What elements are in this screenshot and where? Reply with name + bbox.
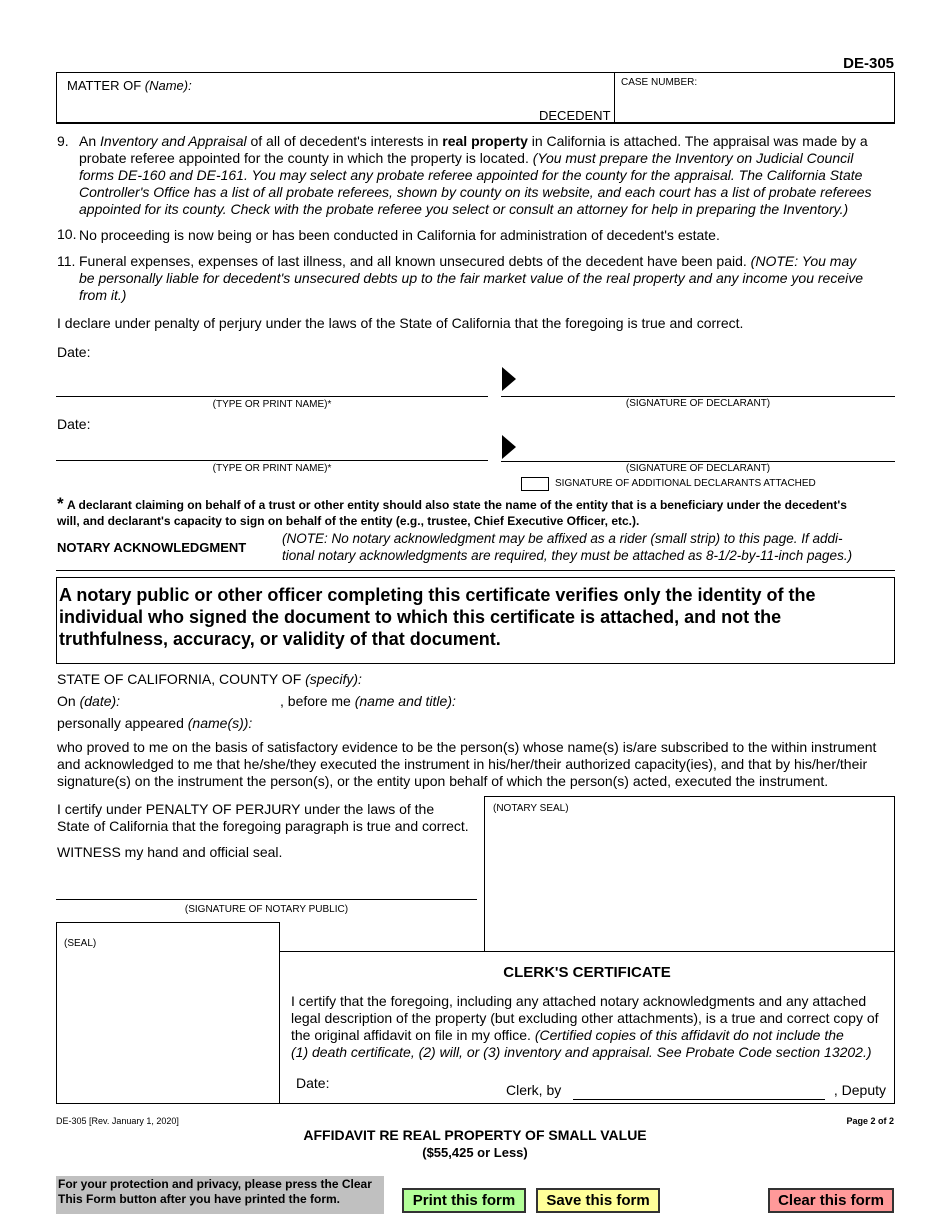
- clerk-seal-box: [56, 922, 280, 1104]
- additional-declarants-checkbox[interactable]: [521, 477, 549, 491]
- case-number-label: CASE NUMBER:: [621, 77, 698, 88]
- form-id: DE-305: [843, 55, 894, 72]
- matter-label: MATTER OF (Name):: [67, 78, 192, 93]
- clerk-certificate-heading: CLERK'S CERTIFICATE: [503, 964, 671, 981]
- notary-warning-box: [56, 577, 895, 664]
- item-10-text: No proceeding is now being or has been conducted in California for administration of decedent's estate.: [79, 227, 720, 243]
- caption-divider: [614, 72, 615, 123]
- signature-line-1: [501, 396, 895, 397]
- print-name-input-1[interactable]: [57, 372, 491, 396]
- print-name-caption-2: (TYPE OR PRINT NAME)*: [212, 463, 332, 474]
- clerk-seal-label: (SEAL): [64, 938, 97, 949]
- state-county-label: STATE OF CALIFORNIA, COUNTY OF (specify):: [57, 671, 362, 687]
- item-9-number: 9.: [57, 133, 69, 149]
- item-9-text: An Inventory and Appraisal of all of decedent's interests in real property in California is attached. The appraisal was made by a probate referee appointed for the county in which the property is located. (You must prepare the Inventory on Judicial Council forms DE-160 and DE-161. You may select any probate referee appointed for the county for the appraisal. The California State Controller's Office has a list of all probate referees, shown by county on its website, and each court has a list of probate referees appointed for its county. Check with the probate referee you select or consult an attorney for help in preparing the Inventory.): [79, 133, 872, 217]
- print-name-input-2[interactable]: [57, 436, 491, 460]
- deputy-label: , Deputy: [833, 1082, 886, 1098]
- on-date-label: On (date):: [57, 693, 121, 709]
- before-me-label: , before me (name and title):: [280, 693, 456, 709]
- signature-caption-2: (SIGNATURE OF DECLARANT): [625, 463, 771, 474]
- certify-text: I certify under PENALTY OF PERJURY under the laws of the State of California that the foregoing paragraph is true and correct.: [57, 801, 469, 834]
- caption-box: [56, 72, 895, 124]
- footnote-line-1: A declarant claiming on behalf of a trust or other entity should also state the name of the entity that is a beneficiary under the decedent's: [67, 498, 847, 512]
- notary-name-title-input[interactable]: [465, 691, 894, 713]
- notary-signature-line: [56, 899, 477, 900]
- notary-seal-box: [484, 796, 895, 952]
- print-form-button[interactable]: Print this form: [402, 1188, 526, 1213]
- clerk-by-label: Clerk, by: [506, 1082, 562, 1098]
- notary-warning-text: A notary public or other officer completing this certificate verifies only the identity of the individual who signed the document to which this certificate is attached, and not the truthfulness, accuracy, or validity of that document.: [59, 585, 816, 649]
- additional-declarants-label: SIGNATURE OF ADDITIONAL DECLARANTS ATTACHED: [555, 478, 816, 489]
- date-label-2: Date:: [57, 416, 91, 432]
- notary-top-rule: [56, 570, 895, 571]
- witness-text: WITNESS my hand and official seal.: [57, 844, 283, 860]
- form-subtitle: ($55,425 or Less): [422, 1145, 528, 1160]
- clerk-certificate-box: [279, 951, 895, 1104]
- appeared-label: personally appeared (name(s)):: [57, 715, 253, 731]
- signature-arrow-icon-1: [502, 367, 516, 391]
- privacy-notice: For your protection and privacy, please press the Clear This Form button after you have printed the form.: [56, 1176, 384, 1214]
- notary-signature-caption: (SIGNATURE OF NOTARY PUBLIC): [184, 904, 349, 915]
- clerk-date-label: Date:: [296, 1075, 330, 1091]
- county-input[interactable]: [370, 669, 894, 691]
- item-10-number: 10.: [57, 226, 77, 242]
- clear-form-button[interactable]: Clear this form: [768, 1188, 894, 1213]
- print-name-line-1: [56, 396, 488, 397]
- decedent-label: DECEDENT: [539, 108, 611, 123]
- notary-seal-label: (NOTARY SEAL): [493, 803, 569, 814]
- signature-line-2: [501, 461, 895, 462]
- signature-caption-1: (SIGNATURE OF DECLARANT): [625, 398, 771, 409]
- save-form-button[interactable]: Save this form: [536, 1188, 660, 1213]
- appeared-names-input[interactable]: [260, 713, 894, 735]
- notary-heading: NOTARY ACKNOWLEDGMENT: [57, 540, 247, 555]
- date-label-1: Date:: [57, 344, 91, 360]
- print-name-line-2: [56, 460, 488, 461]
- proved-text: who proved to me on the basis of satisfactory evidence to be the person(s) whose name(s) is/are subscribed to the within instrument and acknowledged to me that he/she/they executed the instrument in his/her/their authorized capacity(ies), and that by his/her/their signature(s) on the instrument the person(s), or the entity upon behalf of which the person(s) acted, executed the instrument.: [57, 739, 877, 789]
- notary-date-input[interactable]: [125, 691, 279, 713]
- clerk-by-input[interactable]: [573, 1078, 829, 1100]
- footnote-star: *: [57, 494, 64, 513]
- notary-note: (NOTE: No notary acknowledgment may be affixed as a rider (small strip) to this page. If addi- tional notary acknowledgments are required, they must be attached as 8-1/2-by-11-inch pages.): [282, 531, 853, 563]
- item-11-number: 11.: [57, 253, 76, 269]
- clerk-certificate-text: I certify that the foregoing, including any attached notary acknowledgments and any attached legal description of the property (but excluding other attachments), is a true and correct copy of the original affidavit on file in my office. (Certified copies of this affidavit do not include the (1) death certificate, (2) will, or (3) inventory and appraisal. See Probate Code section 13202.): [291, 993, 879, 1060]
- print-name-caption-1: (TYPE OR PRINT NAME)*: [212, 399, 332, 410]
- form-title: AFFIDAVIT RE REAL PROPERTY OF SMALL VALUE: [303, 1127, 647, 1143]
- page-number: Page 2 of 2: [846, 1116, 894, 1126]
- case-number-input[interactable]: [623, 92, 887, 118]
- signature-arrow-icon-2: [502, 435, 516, 459]
- clerk-date-input[interactable]: [340, 1072, 494, 1094]
- footnote-line-2: will, and declarant's capacity to sign on behalf of the entity (e.g., trustee, Chief Executive Officer, etc.).: [57, 514, 640, 528]
- revision-label: DE-305 [Rev. January 1, 2020]: [56, 1116, 179, 1126]
- declaration-text: I declare under penalty of perjury under the laws of the State of California that the foregoing is true and correct.: [57, 315, 744, 331]
- item-11-text: Funeral expenses, expenses of last illness, and all known unsecured debts of the decedent have been paid. (NOTE: You may be personally liable for decedent's unsecured debts up to the fair market value of the real property and any income you receive from it.): [79, 253, 864, 303]
